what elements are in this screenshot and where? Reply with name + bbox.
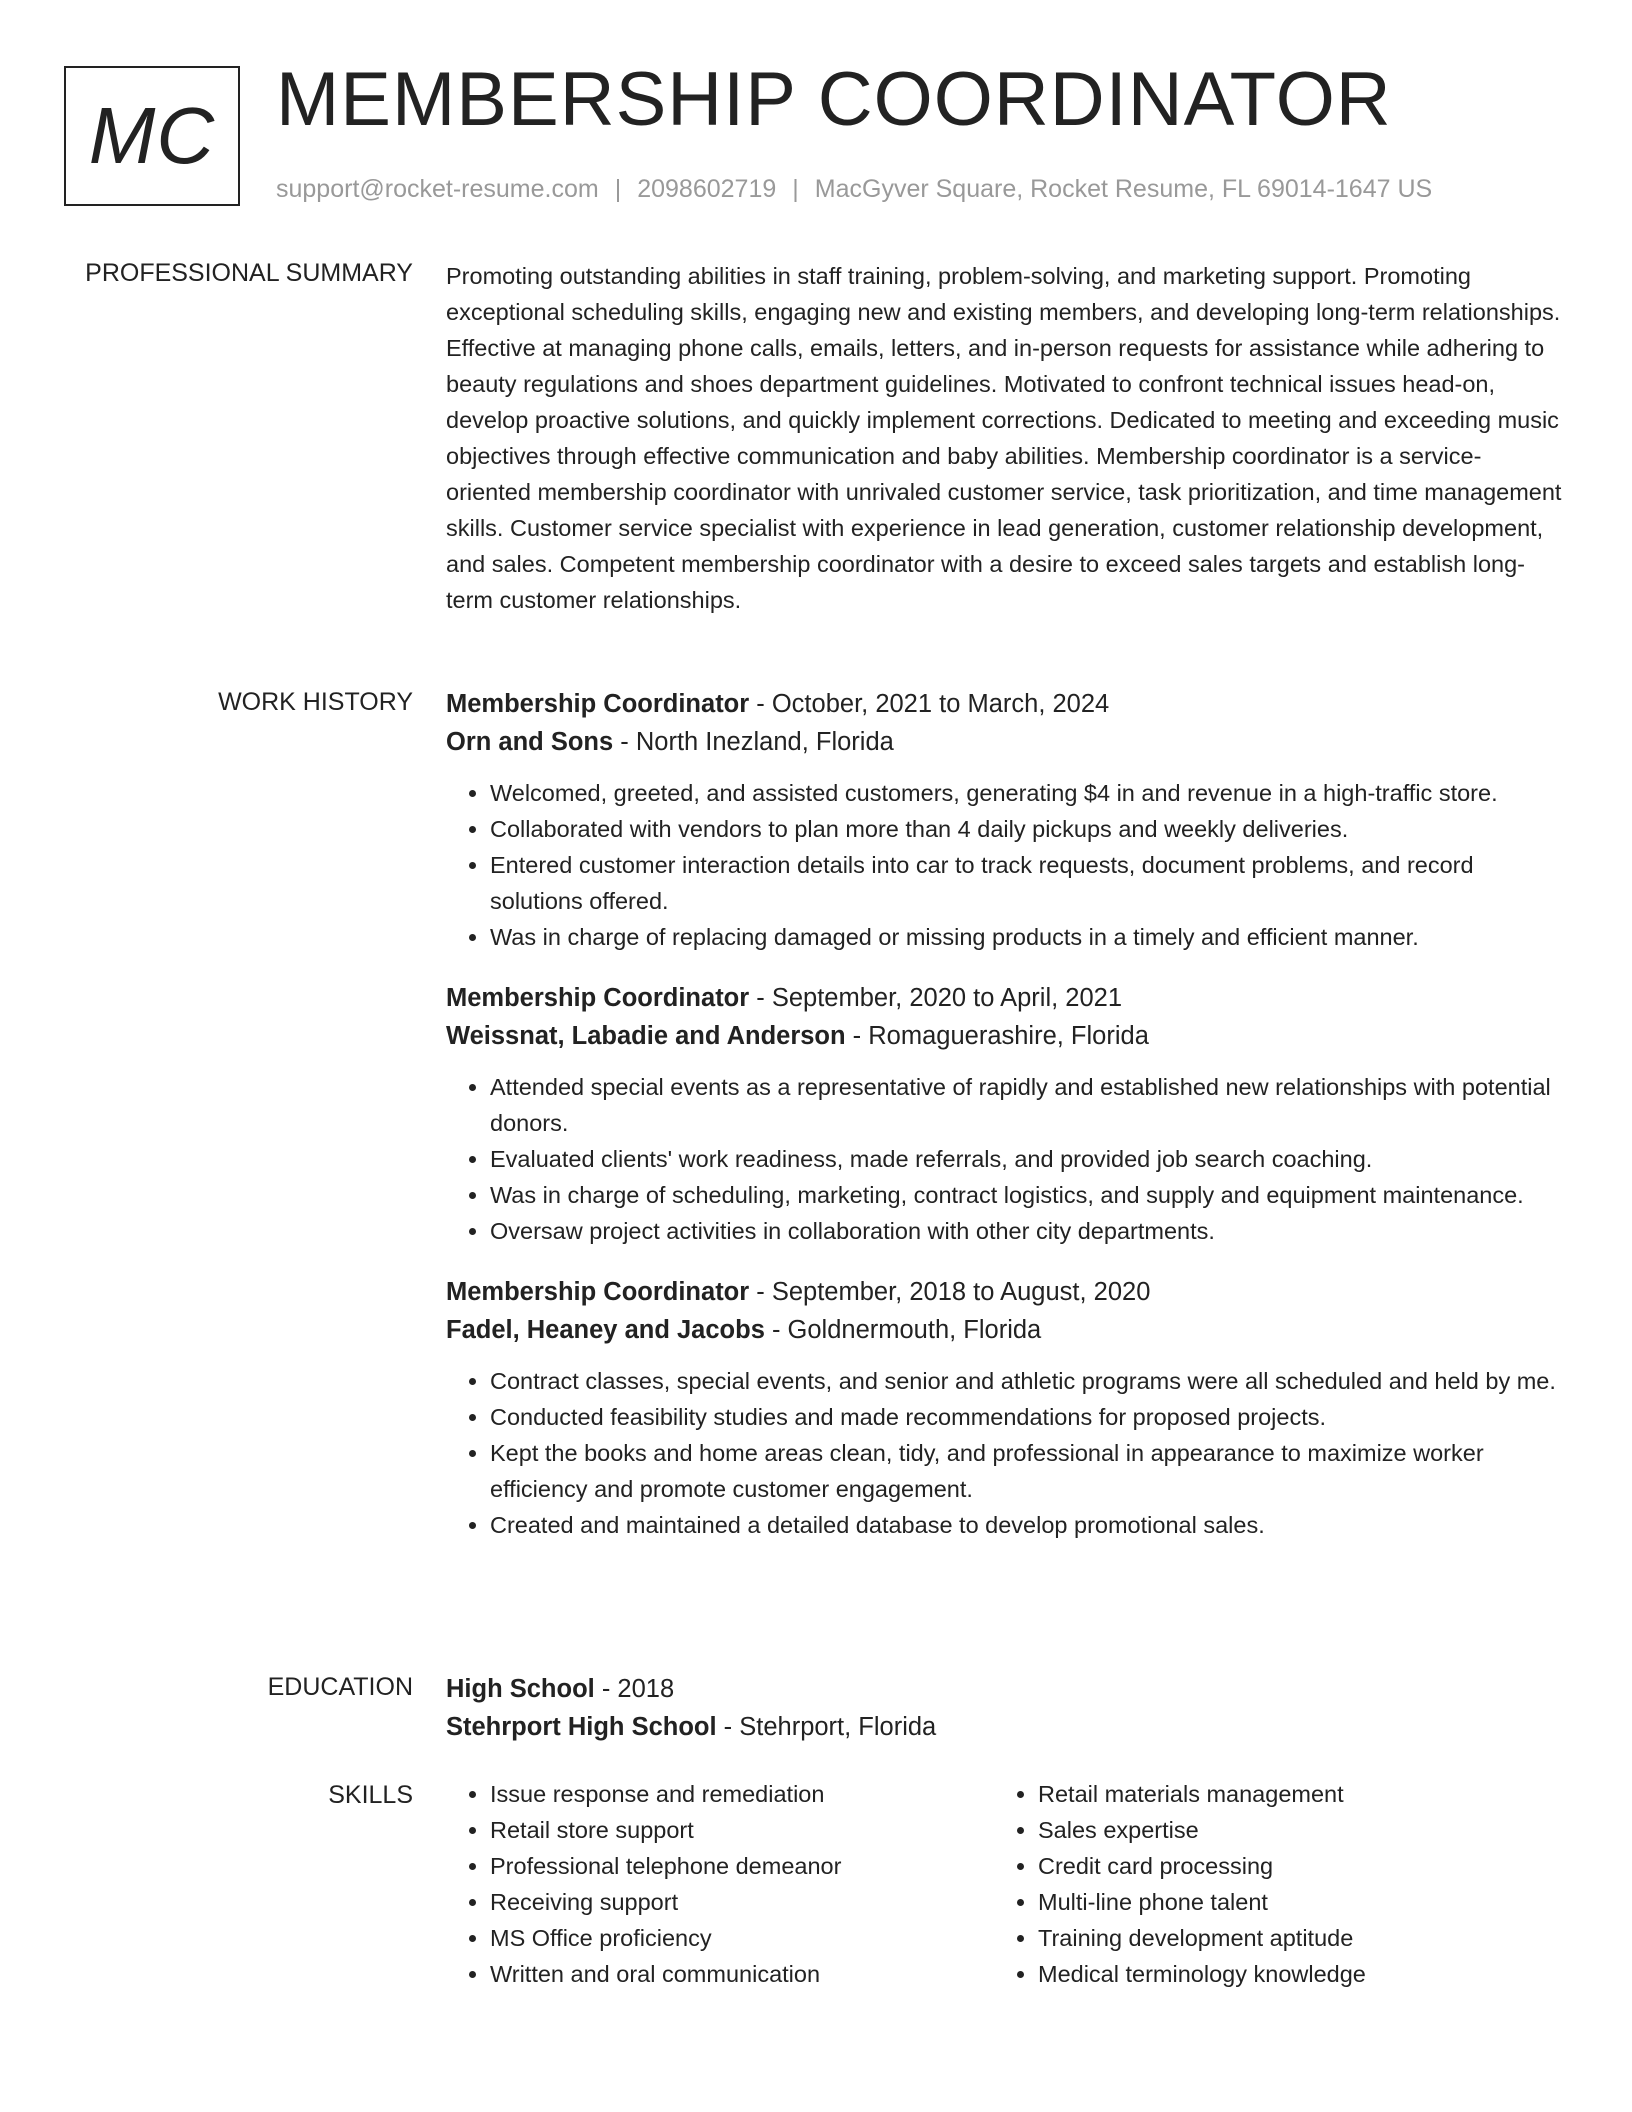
job-dates: - September, 2020 to April, 2021 <box>749 984 1123 1012</box>
job-bullet: • Contract classes, special events, and senior and athletic programs were all scheduled and held by me. <box>490 1363 1566 1399</box>
summary-heading: PROFESSIONAL SUMMARY <box>85 259 413 287</box>
contact-line <box>276 174 1432 204</box>
skill-item: • Credit card processing <box>1038 1848 1542 1884</box>
degree: High School <box>446 1675 595 1703</box>
job-title: Membership Coordinator <box>446 984 750 1012</box>
job-entry <box>446 1273 1566 1543</box>
skill-item: • Retail materials management <box>1038 1776 1542 1812</box>
work-history-heading: WORK HISTORY <box>218 688 413 716</box>
job-title: Membership Coordinator <box>446 690 750 718</box>
school-line <box>446 1708 1566 1746</box>
skill-item: • Retail store support <box>490 1812 994 1848</box>
skill-item: • MS Office proficiency <box>490 1920 994 1956</box>
job-bullets <box>446 1069 1566 1249</box>
school-name: Stehrport High School <box>446 1713 717 1741</box>
job-bullet: • Evaluated clients' work readiness, made referrals, and provided job search coaching. <box>490 1141 1566 1177</box>
skills-heading: SKILLS <box>328 1781 413 1809</box>
job-location: - Romaguerashire, Florida <box>845 1022 1149 1050</box>
work-history-body <box>446 685 1566 1567</box>
job-company: Weissnat, Labadie and Anderson <box>446 1022 846 1050</box>
job-title-line <box>446 979 1566 1017</box>
monogram-box <box>64 66 240 206</box>
skill-item: • Multi-line phone talent <box>1038 1884 1542 1920</box>
job-title-line <box>446 685 1566 723</box>
job-company-line <box>446 1017 1566 1055</box>
degree-line <box>446 1670 1566 1708</box>
skills-list-right <box>994 1776 1542 1992</box>
job-bullets <box>446 1363 1566 1543</box>
job-company: Orn and Sons <box>446 728 614 756</box>
job-entry <box>446 685 1566 955</box>
contact-email[interactable]: support@rocket-resume.com <box>276 175 599 203</box>
job-title-line <box>446 1273 1566 1311</box>
skill-item: • Issue response and remediation <box>490 1776 994 1812</box>
monogram-initials: MC <box>88 91 216 180</box>
skills-columns <box>446 1776 1566 1992</box>
job-title: Membership Coordinator <box>446 1278 750 1306</box>
job-bullet: • Kept the books and home areas clean, tidy, and professional in appearance to maximize worker efficiency and promote customer engagement. <box>490 1435 1566 1507</box>
summary-body <box>446 258 1566 618</box>
job-bullet: • Conducted feasibility studies and made recommendations for proposed projects. <box>490 1399 1566 1435</box>
school-location: - Stehrport, Florida <box>716 1713 937 1741</box>
job-dates: - October, 2021 to March, 2024 <box>749 690 1110 718</box>
job-bullet: • Entered customer interaction details into car to track requests, document problems, and record solutions offered. <box>490 847 1566 919</box>
job-entry <box>446 979 1566 1249</box>
job-location: - North Inezland, Florida <box>613 728 894 756</box>
contact-phone[interactable]: 2098602719 <box>637 175 777 203</box>
job-bullets <box>446 775 1566 955</box>
education-body <box>446 1670 1566 1746</box>
job-company-line <box>446 723 1566 761</box>
job-bullet: • Was in charge of replacing damaged or missing products in a timely and efficient manner. <box>490 919 1566 955</box>
job-bullet: • Created and maintained a detailed database to develop promotional sales. <box>490 1507 1566 1543</box>
education-heading: EDUCATION <box>267 1673 413 1701</box>
skill-item: • Receiving support <box>490 1884 994 1920</box>
skill-item: • Sales expertise <box>1038 1812 1542 1848</box>
job-dates: - September, 2018 to August, 2020 <box>749 1278 1151 1306</box>
contact-separator: | <box>614 175 622 203</box>
skills-list-left <box>446 1776 994 1992</box>
job-location: - Goldnermouth, Florida <box>764 1316 1042 1344</box>
summary-text: Promoting outstanding abilities in staff training, problem-solving, and marketing support. Promoting exceptional scheduling skills, engaging new and existing members, and developing long-term relationships. Effective at managing phone calls, emails, letters, and in-person requests for assistance while adhering to beauty regulations and shoes department guidelines. Motivated to confront technical issues head-on, develop proactive solutions, and quickly implement corrections. Dedicated to meeting and exceeding music objectives through effective communication and baby abilities. Membership coordinator is a service-oriented membership coordinator with unrivaled customer service, task prioritization, and time management skills. Customer service specialist with experience in lead generation, customer relationship development, and sales. Competent membership coordinator with a desire to exceed sales targets and establish long-term customer relationships. <box>446 263 1562 613</box>
job-company: Fadel, Heaney and Jacobs <box>446 1316 765 1344</box>
resume-title: MEMBERSHIP COORDINATOR <box>276 57 1392 142</box>
job-bullet: • Collaborated with vendors to plan more than 4 daily pickups and weekly deliveries. <box>490 811 1566 847</box>
job-bullet: • Welcomed, greeted, and assisted customers, generating $4 in and revenue in a high-traffic store. <box>490 775 1566 811</box>
job-company-line <box>446 1311 1566 1349</box>
skill-item: • Medical terminology knowledge <box>1038 1956 1542 1992</box>
skill-item: • Professional telephone demeanor <box>490 1848 994 1884</box>
skill-item: • Written and oral communication <box>490 1956 994 1992</box>
job-bullet: • Was in charge of scheduling, marketing, contract logistics, and supply and equipment maintenance. <box>490 1177 1566 1213</box>
skills-body <box>446 1776 1566 1992</box>
contact-separator: | <box>792 175 799 203</box>
degree-year: - 2018 <box>594 1675 675 1703</box>
skill-item: • Training development aptitude <box>1038 1920 1542 1956</box>
job-bullet: • Oversaw project activities in collaboration with other city departments. <box>490 1213 1566 1249</box>
contact-address: MacGyver Square, Rocket Resume, FL 69014-1647 US <box>814 175 1433 203</box>
job-bullet: • Attended special events as a representative of rapidly and established new relationships with potential donors. <box>490 1069 1566 1141</box>
